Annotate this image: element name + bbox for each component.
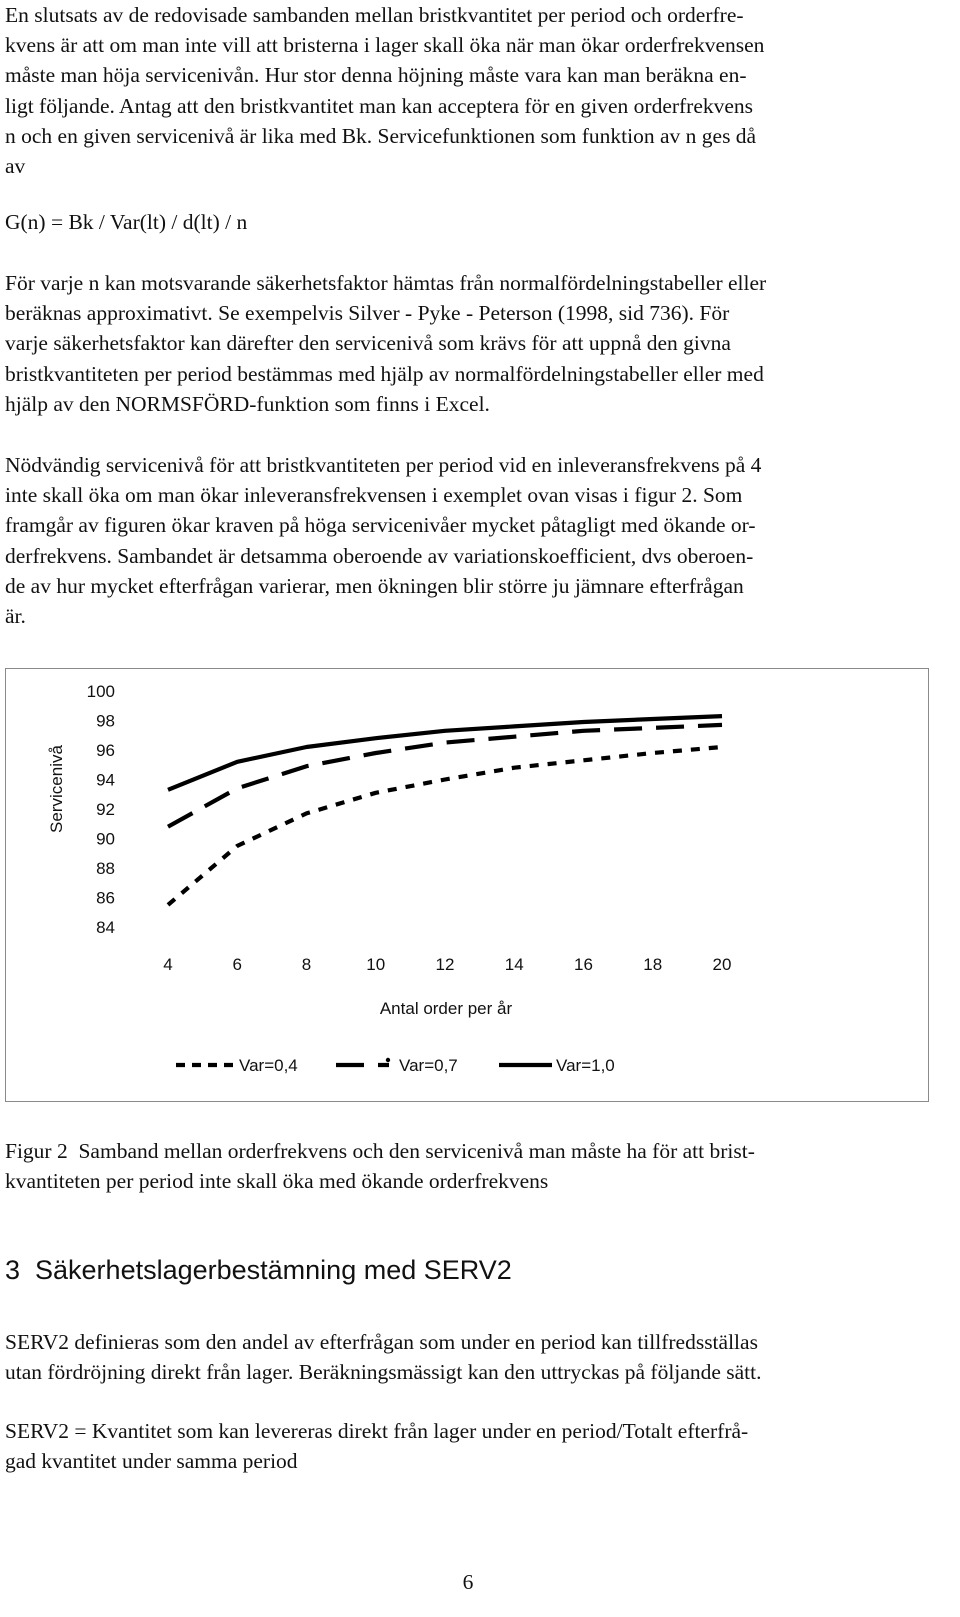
text-line: För varje n kan motsvarande säkerhetsfaktor hämtas från normalfördelningstabeller eller	[5, 271, 767, 295]
text-line: bristkvantiteten per period bestämmas med hjälp av normalfördelningstabeller eller med	[5, 361, 764, 386]
series-line-1	[168, 747, 722, 905]
text-line: ligt följande. Antag att den bristkvantitet man kan acceptera för en given orderfrekvens	[5, 93, 754, 118]
text-line: är.	[5, 604, 26, 629]
safety-factor-paragraph	[5, 268, 940, 419]
x-axis-label: Antal order per år	[379, 999, 513, 1018]
x-tick-label: 6	[232, 955, 242, 974]
page-number: 6	[462, 1570, 474, 1594]
y-tick-label: 98	[96, 711, 115, 731]
x-tick-label: 8	[301, 955, 312, 974]
text-line: av	[5, 154, 26, 179]
text-line: inte skall öka om man ökar inleveransfrekvensen i exemplet ovan visas i figur 2. Som	[5, 483, 743, 508]
series-line-2	[168, 725, 722, 827]
text-line: de av hur mycket efterfrågan varierar, men ökningen blir större ju jämnare efterfrågan	[5, 573, 744, 598]
serv2-formula-paragraph	[5, 1416, 940, 1476]
y-tick-label: 92	[96, 800, 115, 819]
figure-2-chart	[5, 668, 929, 1102]
text-line: måste man höja servicenivån. Hur stor denna höjning måste vara kan man beräkna en-	[5, 63, 747, 88]
text-line: kvantiteten per period inte skall öka med ökande orderfrekvens	[5, 1169, 549, 1194]
legend-dot-marker	[386, 1058, 390, 1062]
text-line: beräknas approximativt. Se exempelvis Silver - Pyke - Peterson (1998, sid 736). För	[5, 301, 730, 326]
text-line: derfrekvens. Sambandet är detsamma oberoende av variationskoefficient, dvs oberoen-	[5, 543, 754, 568]
y-tick-labels	[87, 682, 115, 937]
y-axis-label: Servicenivå	[47, 745, 66, 833]
figure-caption	[5, 1136, 940, 1196]
text-line: gad kvantitet under samma period	[5, 1449, 298, 1474]
y-tick-label: 96	[96, 741, 115, 760]
text-line: varje säkerhetsfaktor kan därefter den servicenivå som krävs för att uppnå den givna	[5, 331, 731, 356]
legend-label: Var=0,4	[239, 1056, 298, 1075]
text-line: framgår av figuren ökar kraven på höga servicenivåer mycket påtagligt med ökande or-	[5, 513, 756, 538]
y-tick-label: 94	[96, 770, 115, 790]
legend-label: Var=0,7	[399, 1056, 458, 1075]
text-line: SERV2 = Kvantitet som kan levereras direkt från lager under en period/Totalt efterfrå-	[5, 1419, 749, 1443]
line-chart	[6, 669, 928, 1101]
series-lines	[168, 716, 722, 905]
y-tick-label: 84	[96, 918, 115, 937]
service-function-formula	[5, 207, 940, 237]
serv2-definition-paragraph	[5, 1327, 940, 1387]
x-tick-label: 20	[712, 955, 732, 974]
intro-paragraph	[5, 0, 940, 181]
text-line: n och en given servicenivå är lika med Bk. Servicefunktionen som funktion av n ges då	[5, 123, 757, 148]
x-tick-label: 10	[366, 955, 386, 974]
legend-label: Var=1,0	[556, 1056, 615, 1075]
formula-text: G(n) = Bk / Var(lt) / d(lt) / n	[5, 210, 248, 234]
necessary-service-paragraph	[5, 450, 940, 631]
text-line: hjälp av den NORMSFÖRD-funktion som finns i Excel.	[5, 391, 490, 416]
chart-legend	[176, 1056, 615, 1075]
text-line: kvens är att om man inte vill att bristerna i lager skall öka när man ökar orderfrekvensen	[5, 33, 765, 58]
text-line: Figur 2 Samband mellan orderfrekvens och den servicenivå man måste ha för att brist-	[5, 1139, 755, 1163]
text-line: En slutsats av de redovisade sambanden mellan bristkvantitet per period och orderfre-	[5, 3, 744, 27]
y-tick-label: 88	[96, 859, 115, 878]
x-tick-label: 12	[435, 955, 455, 974]
y-tick-label: 100	[86, 682, 115, 701]
x-tick-labels	[163, 955, 731, 974]
x-tick-label: 16	[574, 955, 593, 974]
x-tick-label: 18	[643, 955, 663, 974]
text-line: Nödvändig servicenivå för att bristkvantiteten per period vid en inleveransfrekvens på 4	[5, 453, 762, 477]
y-tick-label: 90	[96, 829, 115, 849]
text-line: utan fördröjning direkt från lager. Beräkningsmässigt kan den uttryckas på följande sätt.	[5, 1360, 762, 1385]
y-tick-label: 86	[96, 888, 115, 908]
text-line: SERV2 definieras som den andel av efterfrågan som under en period kan tillfredsställas	[5, 1330, 758, 1354]
x-tick-label: 4	[163, 955, 173, 974]
section-heading: 3 Säkerhetslagerbestämning med SERV2	[5, 1255, 512, 1285]
x-tick-label: 14	[504, 955, 524, 974]
